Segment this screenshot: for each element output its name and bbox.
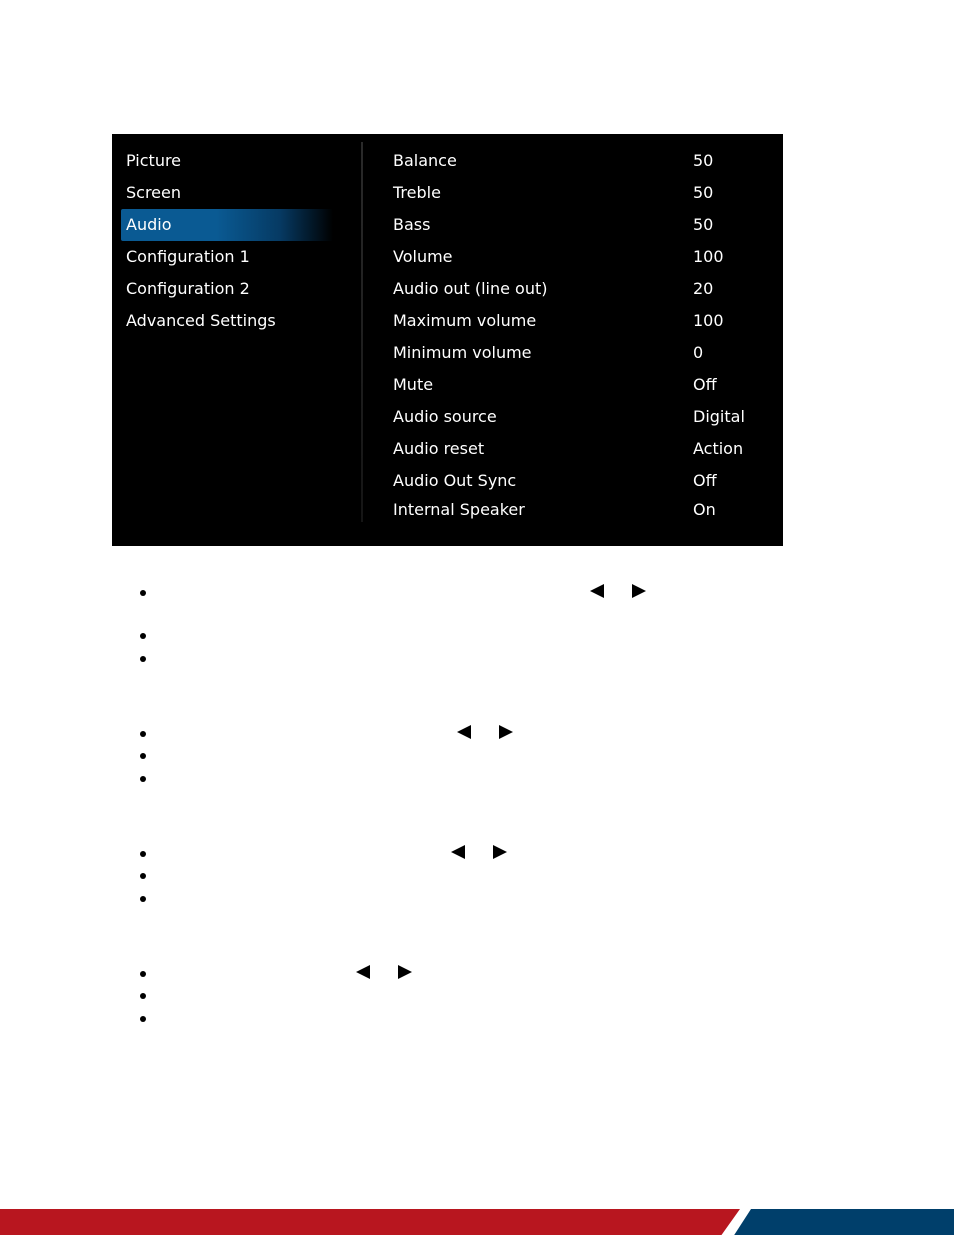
setting-row-minimum-volume[interactable] — [393, 337, 763, 369]
bullet-marker — [138, 750, 152, 764]
arrow-pair — [457, 725, 515, 741]
menu-item-configuration-2[interactable]: Configuration 2 — [126, 279, 250, 298]
bullet-marker — [138, 968, 152, 982]
menu-divider — [361, 142, 363, 522]
setting-label: Audio reset — [393, 439, 485, 458]
left-triangle-icon — [356, 965, 370, 979]
bullet-marker — [138, 728, 152, 742]
setting-row-bass[interactable] — [393, 209, 763, 241]
bullet-marker — [138, 773, 152, 787]
osd-audio-menu — [112, 134, 783, 546]
bullet-marker — [138, 870, 152, 884]
setting-value: On — [693, 500, 716, 519]
setting-value: Digital — [693, 407, 745, 426]
setting-row-internal-speaker[interactable] — [393, 494, 763, 526]
setting-label: Treble — [393, 183, 441, 202]
setting-row-maximum-volume[interactable] — [393, 305, 763, 337]
bullet-marker — [138, 630, 152, 644]
setting-value: 50 — [693, 215, 714, 234]
setting-row-volume[interactable] — [393, 241, 763, 273]
footer-brand-bar — [0, 1209, 954, 1235]
osd-main-menu — [112, 134, 360, 546]
setting-label: Audio out (line out) — [393, 279, 548, 298]
arrow-pair — [356, 965, 414, 981]
right-triangle-icon — [499, 725, 513, 739]
footer-red-band — [0, 1209, 740, 1235]
bullet-marker — [138, 587, 152, 601]
setting-row-audio-out-sync[interactable] — [393, 465, 763, 497]
setting-row-audio-out[interactable] — [393, 273, 763, 305]
arrow-pair — [451, 845, 509, 861]
left-triangle-icon — [451, 845, 465, 859]
menu-item-audio[interactable]: Audio — [121, 209, 333, 241]
setting-value: 0 — [693, 343, 704, 362]
setting-row-balance[interactable] — [393, 145, 763, 177]
setting-label: Maximum volume — [393, 311, 537, 330]
setting-value: Action — [693, 439, 744, 458]
setting-value: 50 — [693, 151, 714, 170]
bullet-marker — [138, 653, 152, 667]
setting-row-treble[interactable] — [393, 177, 763, 209]
bullet-marker — [138, 990, 152, 1004]
right-triangle-icon — [398, 965, 412, 979]
setting-label: Mute — [393, 375, 434, 394]
setting-label: Volume — [393, 247, 453, 266]
menu-item-configuration-1[interactable]: Configuration 1 — [126, 247, 250, 266]
left-triangle-icon — [590, 584, 604, 598]
setting-value: 20 — [693, 279, 714, 298]
setting-label: Audio source — [393, 407, 497, 426]
bullet-marker — [138, 848, 152, 862]
setting-label: Bass — [393, 215, 431, 234]
setting-row-audio-reset[interactable] — [393, 433, 763, 465]
right-triangle-icon — [493, 845, 507, 859]
menu-item-advanced-settings[interactable]: Advanced Settings — [126, 311, 276, 330]
setting-value: 100 — [693, 247, 724, 266]
menu-item-picture[interactable]: Picture — [126, 151, 182, 170]
setting-value: 100 — [693, 311, 724, 330]
setting-value: Off — [693, 471, 717, 490]
setting-row-audio-source[interactable] — [393, 401, 763, 433]
setting-value: Off — [693, 375, 717, 394]
right-triangle-icon — [632, 584, 646, 598]
setting-label: Internal Speaker — [393, 500, 525, 519]
setting-row-mute[interactable] — [393, 369, 763, 401]
setting-value: 50 — [693, 183, 714, 202]
bullet-marker — [138, 893, 152, 907]
setting-label: Balance — [393, 151, 457, 170]
bullet-marker — [138, 1013, 152, 1027]
menu-item-screen[interactable]: Screen — [126, 183, 182, 202]
arrow-pair — [590, 584, 648, 600]
setting-label: Audio Out Sync — [393, 471, 517, 490]
left-triangle-icon — [457, 725, 471, 739]
setting-label: Minimum volume — [393, 343, 532, 362]
footer-blue-band — [729, 1209, 954, 1235]
